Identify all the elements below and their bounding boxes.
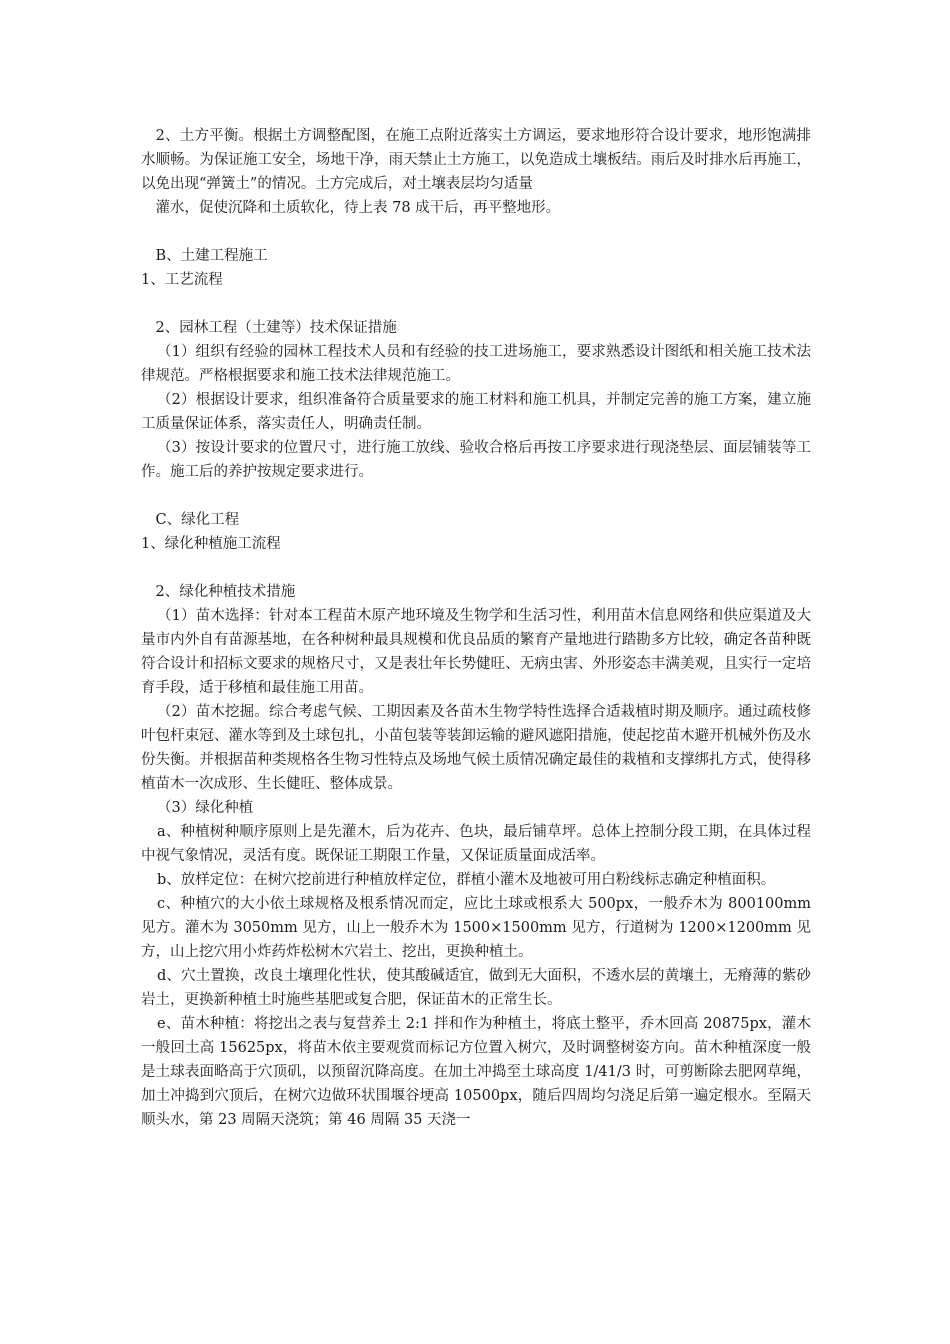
spacer: [141, 556, 811, 580]
planting-step-a: a、种植树种顺序原则上是先灌木，后为花卉、色块，最后铺草坪。总体上控制分段工期，在具体过程中视气象情况，灵活有度。既保证工期限工作量，又保证质量面成活率。: [141, 824, 811, 864]
greening-measure-3: （3）绿化种植: [157, 800, 254, 816]
document-body: [141, 124, 811, 1132]
planting-step-e: e、苗木种植：将挖出之表与复营养土 2:1 拌和作为种植土，将底土整平，乔木回高 20875px，灌木一般回土高 15625px，将苗木依主要观赏而标记方位置入树穴，及时调整树姿方向。苗木种植深度一般是土球表面略高于穴顶矶，以预留沉降高度。在加土冲捣至土球高度 1/41/3 时，可剪断除去肥网草绳，加土冲捣到穴顶后，在树穴边做环状围堰谷埂高 10500px，随后四周均匀浇足后第一遍定根水。至隔天顺头水，第 23 周隔天浇筑；第 46 周隔 35 天浇一: [141, 1016, 811, 1128]
civil-item-process: 1、工艺流程: [141, 272, 223, 288]
section-heading-civil: B、土建工程施工: [141, 248, 268, 264]
spacer: [141, 484, 811, 508]
planting-step-c: c、种植穴的大小依土球规格及根系情况而定，应比土球或根系大 500px，一般乔木为 800100mm 见方。灌木为 3050mm 见方，山上一般乔木为 1500×1500mm 见方，行道树为 1200×1200mm 见方，山上挖穴用小炸药炸松树木穴岩土、挖出，更换种植土。: [141, 896, 811, 960]
greening-measure-1: （1）苗木选择：针对本工程苗木原产地环境及生物学和生活习性，利用苗木信息网络和供应渠道及大量市内外自有苗源基地，在各种树种最具规模和优良品质的繁育产量地进行踏勘多方比较，确定各苗种既符合设计和招标文要求的规格尺寸，又是表壮年长势健旺、无病虫害、外形姿态丰满美观，且实行一定培育手段，适于移植和最佳施工用苗。: [141, 608, 811, 696]
civil-measure-1: （1）组织有经验的园林工程技术人员和有经验的技工进场施工，要求熟悉设计图纸和相关施工技术法律规范。严格根据要求和施工技术法律规范施工。: [141, 344, 811, 384]
planting-step-b: b、放样定位：在树穴挖前进行种植放样定位，群植小灌木及地被可用白粉线标志确定种植面积。: [157, 872, 776, 888]
civil-measure-3: （3）按设计要求的位置尺寸，进行施工放线、验收合格后再按工序要求进行现浇垫层、面层铺装等工作。施工后的养护按规定要求进行。: [141, 440, 811, 480]
civil-measure-2: （2）根据设计要求，组织准备符合质量要求的施工材料和施工机具，并制定完善的施工方案，建立施工质量保证体系，落实责任人，明确责任制。: [141, 392, 811, 432]
section-heading-greening: C、绿化工程: [141, 512, 240, 528]
greening-item-process: 1、绿化种植施工流程: [141, 536, 281, 552]
paragraph-earthwork-irrigation: 灌水，促使沉降和土质软化，待上表 78 成干后，再平整地形。: [141, 200, 561, 216]
spacer: [141, 292, 811, 316]
planting-step-d: d、穴土置换，改良土壤理化性状，使其酸碱适宜，做到无大面积，不透水层的黄壤土，无瘠薄的紫砂岩土，更换新种植土时施些基肥或复合肥，保证苗木的正常生长。: [141, 968, 811, 1008]
spacer: [141, 220, 811, 244]
paragraph-earthwork-balance: 2、土方平衡。根据土方调整配图，在施工点附近落实土方调运，要求地形符合设计要求，地形饱满排水顺畅。为保证施工安全，场地干净，雨天禁止土方施工，以免造成土壤板结。雨后及时排水后再施工，以免出现“弹簧土”的情况。土方完成后，对土壤表层均匀适量: [141, 128, 811, 192]
greening-item-measures-heading: 2、绿化种植技术措施: [141, 584, 296, 600]
civil-item-measures-heading: 2、园林工程（土建等）技术保证措施: [141, 320, 397, 336]
greening-measure-2: （2）苗木挖掘。综合考虑气候、工期因素及各苗木生物学特性选择合适栽植时期及顺序。通过疏枝修叶包杆束冠、灌水等到及土球包扎，小苗包装等装卸运输的避风遮阳措施，使起挖苗木避开机械外伤及水份失衡。并根据苗种类规格各生物习性特点及场地气候土质情况确定最佳的栽植和支撑绑扎方式，使得移植苗木一次成形、生长健旺、整体成景。: [141, 704, 811, 792]
